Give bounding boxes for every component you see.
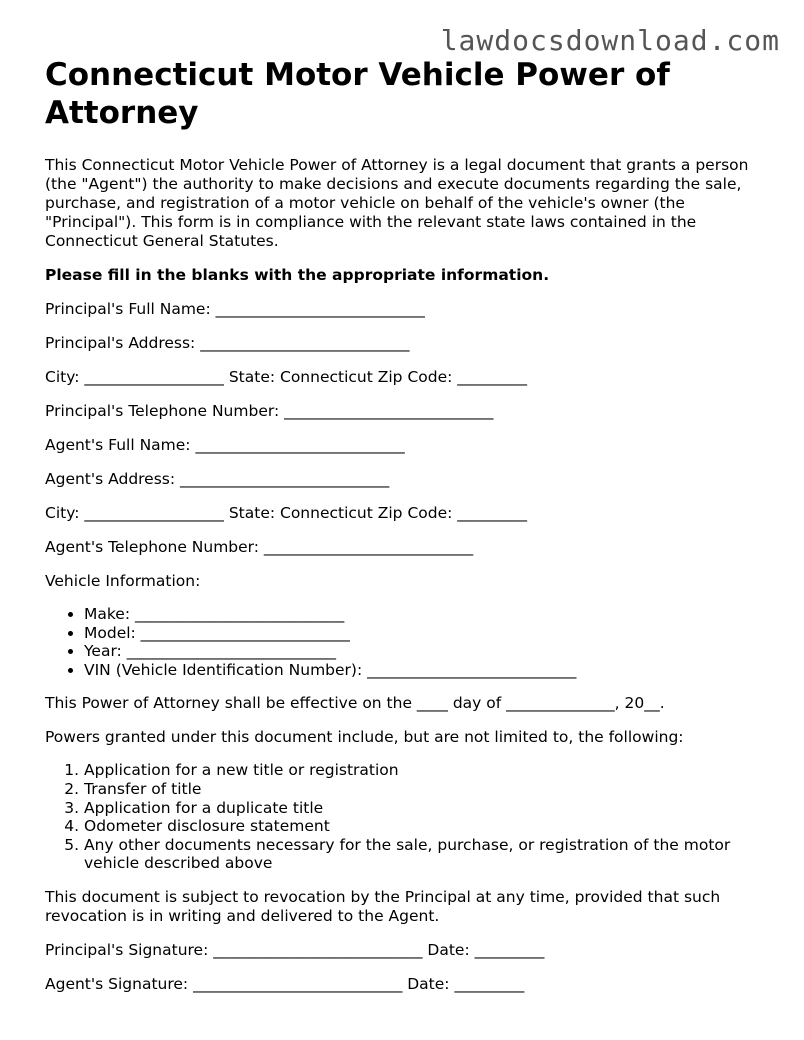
principal-signature-field: Principal's Signature: ___________________________ Date: _________ [45,940,545,959]
vehicle-year-field: • Year: ___________________________ [84,642,765,661]
vehicle-info-heading: Vehicle Information: [45,572,201,590]
agent-address-field: Agent's Address: ___________________________ [45,470,390,488]
principal-city-state-zip-field: City: __________________ State: Connecticut Zip Code: _________ [45,368,528,386]
agent-name-field: Agent's Full Name: ___________________________ [45,436,405,454]
watermark: lawdocsdownload.com [440,24,780,57]
powers-heading: Powers granted under this document include, but are not limited to, the following: [45,728,684,747]
vehicle-model-field: • Model: ___________________________ [84,624,765,643]
power-item: 2. Transfer of title [84,780,765,799]
vehicle-info-list [45,605,765,679]
agent-signature-field: Agent's Signature: ___________________________ Date: _________ [45,974,525,993]
agent-city-state-zip-field: City: __________________ State: Connecticut Zip Code: _________ [45,504,528,522]
power-item: 3. Application for a duplicate title [84,799,765,818]
revocation-paragraph: This document is subject to revocation by the Principal at any time, provided that such revocation is in writing and delivered to the Agent. [45,887,721,925]
agent-phone-field: Agent's Telephone Number: ___________________________ [45,538,474,556]
principal-address-field: Principal's Address: ___________________________ [45,334,410,352]
power-item: 1. Application for a new title or registration [84,761,765,780]
power-item: 4. Odometer disclosure statement [84,817,765,836]
vehicle-vin-field: • VIN (Vehicle Identification Number): ___________________________ [84,661,765,680]
document-page [45,56,765,994]
powers-list [45,761,765,873]
principal-name-field: Principal's Full Name: ___________________________ [45,300,425,318]
intro-paragraph: This Connecticut Motor Vehicle Power of Attorney is a legal document that grants a person (the "Agent") the authority to make decisions and execute documents regarding the sale, purchase, and registration of a motor vehicle on behalf of the vehicle's owner (the "Principal"). This form is in compliance with the relevant state laws contained in the Connecticut General Statutes. [45,156,749,250]
vehicle-make-field: • Make: ___________________________ [84,605,765,624]
principal-phone-field: Principal's Telephone Number: ___________________________ [45,402,494,420]
effective-date-statement: This Power of Attorney shall be effective on the ____ day of ______________, 20__. [45,694,665,713]
power-item: 5. Any other documents necessary for the sale, purchase, or registration of the motor vehicle described above [84,836,765,873]
page-title: Connecticut Motor Vehicle Power of Attorney [45,57,670,131]
instruction-text: Please fill in the blanks with the appropriate information. [45,266,550,284]
